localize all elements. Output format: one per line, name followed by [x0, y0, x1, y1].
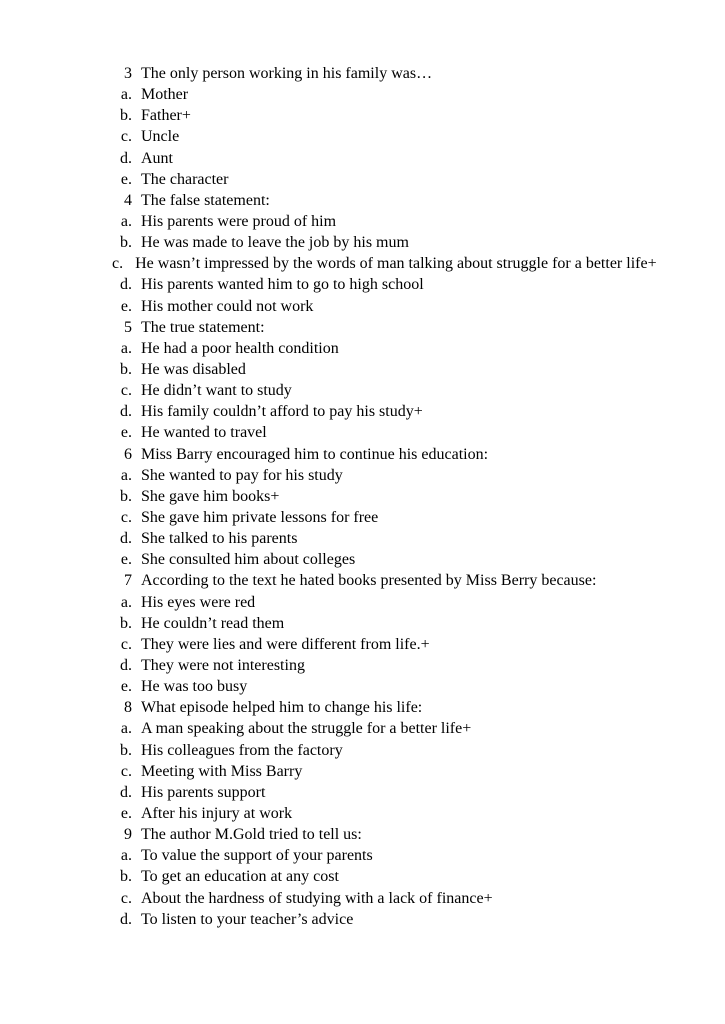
answer-option — [84, 211, 680, 232]
answer-option — [84, 549, 680, 570]
option-marker: b. — [120, 360, 132, 378]
option-marker: b. — [120, 868, 132, 886]
option-text: Uncle — [141, 128, 180, 146]
option-text: He was made to leave the job by his mum — [141, 234, 409, 252]
answer-option — [84, 592, 680, 613]
option-marker: a. — [120, 847, 132, 865]
option-marker: e. — [120, 678, 132, 696]
option-text: After his injury at work — [141, 804, 293, 822]
question-number: 5 — [124, 318, 132, 336]
answer-option — [84, 274, 680, 295]
answer-option — [84, 613, 680, 634]
question-number: 4 — [124, 191, 132, 209]
answer-option — [84, 845, 680, 866]
option-marker: a. — [120, 593, 132, 611]
question-text: The only person working in his family was… — [141, 65, 433, 82]
answer-option — [84, 634, 680, 655]
answer-option — [84, 465, 680, 486]
option-marker: d. — [120, 656, 132, 674]
option-text: A man speaking about the struggle for a better life+ — [141, 720, 472, 738]
answer-option — [84, 507, 680, 528]
option-marker: e. — [120, 804, 132, 822]
option-text: They were not interesting — [141, 656, 305, 674]
option-marker: d. — [120, 276, 132, 294]
option-marker: b. — [120, 741, 132, 759]
option-marker: b. — [120, 614, 132, 632]
option-text: To listen to your teacher’s advice — [141, 910, 354, 928]
answer-option — [84, 655, 680, 676]
option-text: He wasn’t impressed by the words of man talking about struggle for a better life+ — [131, 255, 657, 273]
option-marker: c. — [112, 255, 124, 273]
question-number: 9 — [124, 826, 132, 844]
option-text: Aunt — [141, 149, 173, 167]
answer-option — [84, 338, 680, 359]
question-text: The true statement: — [141, 318, 265, 336]
option-text: She talked to his parents — [141, 530, 298, 548]
option-text: He had a poor health condition — [141, 339, 339, 357]
answer-option — [84, 380, 680, 401]
question-text: The false statement: — [141, 191, 270, 209]
question-number: 6 — [124, 445, 132, 463]
question-number: 8 — [124, 699, 132, 717]
option-text: She wanted to pay for his study — [141, 466, 343, 484]
option-marker: a. — [120, 212, 132, 230]
answer-option — [84, 422, 680, 443]
option-marker: a. — [120, 86, 132, 104]
option-text: Meeting with Miss Barry — [141, 762, 303, 780]
answer-option — [84, 718, 680, 739]
question-line — [84, 63, 680, 84]
option-text: His colleagues from the factory — [141, 741, 343, 759]
option-marker: d. — [120, 783, 132, 801]
option-marker: e. — [120, 170, 132, 188]
answer-option — [84, 528, 680, 549]
option-text: She gave him private lessons for free — [141, 508, 379, 526]
option-marker: b. — [120, 487, 132, 505]
answer-option — [84, 105, 680, 126]
option-marker: d. — [120, 149, 132, 167]
option-marker: b. — [120, 107, 132, 125]
option-text: His mother could not work — [141, 297, 314, 315]
option-text: She gave him books+ — [141, 487, 280, 505]
option-marker: a. — [120, 339, 132, 357]
option-text: He didn’t want to study — [141, 382, 292, 400]
question-line — [84, 570, 680, 591]
option-marker: a. — [120, 466, 132, 484]
answer-option — [84, 232, 680, 253]
answer-option — [84, 126, 680, 147]
question-line — [84, 824, 680, 845]
question-line — [84, 444, 680, 465]
option-text: He was too busy — [141, 678, 248, 696]
option-marker: c. — [120, 762, 132, 780]
option-marker: e. — [120, 424, 132, 442]
option-text: His parents were proud of him — [141, 212, 337, 230]
option-text: His parents wanted him to go to high school — [141, 276, 424, 294]
option-text: He couldn’t read them — [141, 614, 285, 632]
option-marker: e. — [120, 551, 132, 569]
option-marker: c. — [120, 382, 132, 400]
option-marker: d. — [120, 403, 132, 421]
answer-option — [84, 782, 680, 803]
option-marker: c. — [120, 889, 132, 907]
question-line — [84, 317, 680, 338]
answer-option — [84, 676, 680, 697]
option-text: Father+ — [141, 107, 191, 125]
answer-option — [84, 84, 680, 105]
question-list — [84, 63, 680, 930]
option-marker: a. — [120, 720, 132, 738]
option-text: About the hardness of studying with a lack of finance+ — [141, 889, 493, 907]
option-marker: c. — [120, 128, 132, 146]
question-number: 7 — [124, 572, 132, 590]
answer-option — [84, 296, 680, 317]
option-text: He wanted to travel — [141, 424, 267, 442]
option-text: His eyes were red — [141, 593, 256, 611]
answer-option — [84, 401, 680, 422]
answer-option — [84, 359, 680, 380]
option-text: To value the support of your parents — [141, 847, 373, 865]
option-text: His family couldn’t afford to pay his study+ — [141, 403, 423, 421]
option-text: Mother — [141, 86, 189, 104]
option-marker: e. — [120, 297, 132, 315]
answer-option — [84, 148, 680, 169]
option-marker: d. — [120, 910, 132, 928]
option-marker: c. — [120, 635, 132, 653]
option-text: They were lies and were different from life.+ — [141, 635, 430, 653]
answer-option — [84, 888, 680, 909]
option-marker: c. — [120, 508, 132, 526]
question-text: What episode helped him to change his life: — [141, 699, 423, 717]
option-text: To get an education at any cost — [141, 868, 339, 886]
option-marker: b. — [120, 234, 132, 252]
answer-option — [84, 866, 680, 887]
option-text: The character — [141, 170, 229, 188]
option-text: She consulted him about colleges — [141, 551, 356, 569]
option-text: His parents support — [141, 783, 266, 801]
question-text: Miss Barry encouraged him to continue his education: — [141, 445, 489, 463]
option-text: He was disabled — [141, 360, 246, 378]
answer-option — [84, 486, 680, 507]
question-number: 3 — [124, 65, 132, 82]
question-text: According to the text he hated books presented by Miss Berry because: — [141, 572, 597, 590]
question-text: The author M.Gold tried to tell us: — [141, 826, 362, 844]
question-line — [84, 697, 680, 718]
answer-option — [84, 803, 680, 824]
answer-option — [84, 909, 680, 930]
option-marker: d. — [120, 530, 132, 548]
question-line — [84, 190, 680, 211]
answer-option — [84, 740, 680, 761]
answer-option — [84, 761, 680, 782]
answer-option — [84, 253, 680, 274]
answer-option — [84, 169, 680, 190]
